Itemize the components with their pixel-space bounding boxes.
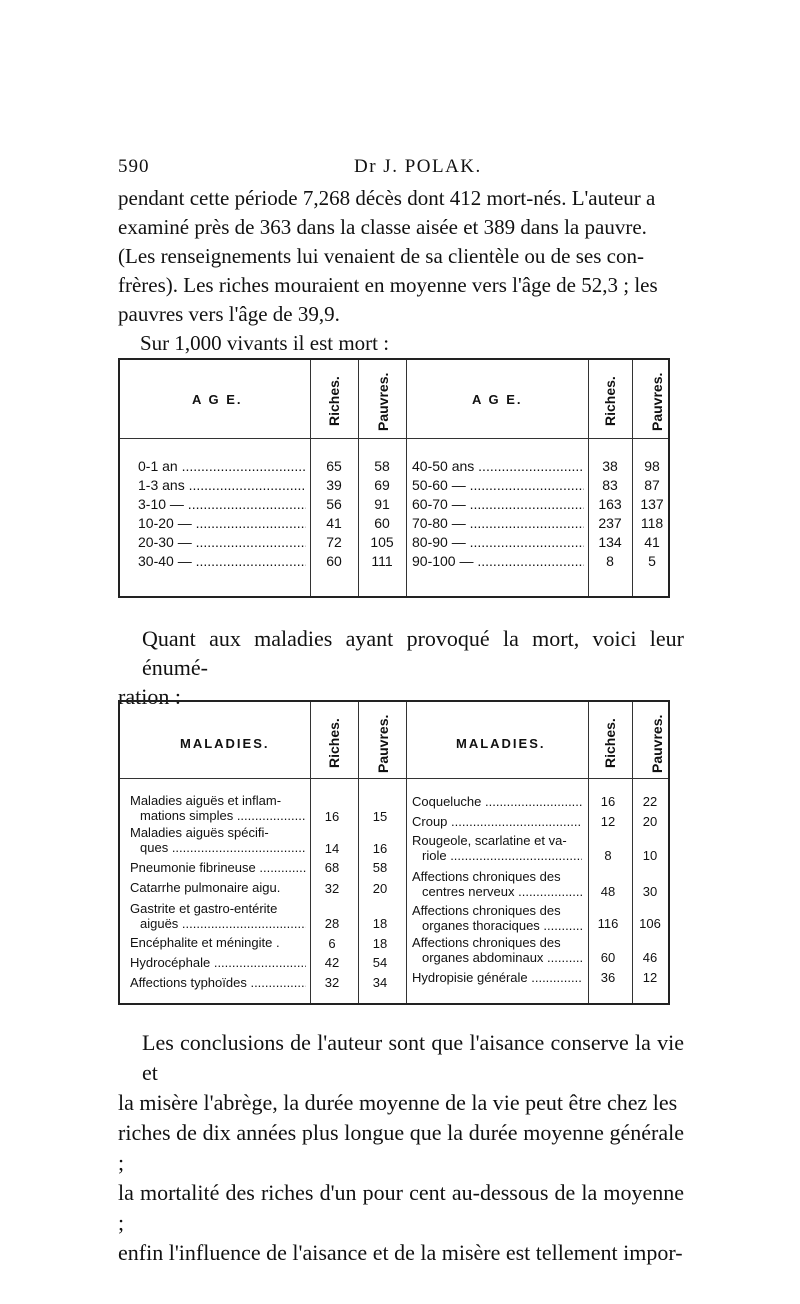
text-line: Les conclusions de l'auteur sont que l'aisance conserve la vie et (142, 1030, 684, 1085)
text-line: ration : (118, 684, 181, 709)
text-line: la misère l'abrège, la durée moyenne de la vie peut être chez les (118, 1090, 678, 1115)
riches-header-left: Riches. (326, 376, 342, 426)
maladies-header-right: MALADIES. (456, 736, 546, 751)
diseases-intro-paragraph (118, 624, 684, 711)
text-line: (Les renseignements lui venaient de sa clientèle ou de ses con- (118, 244, 644, 268)
text-line: examiné près de 363 dans la classe aisée et 389 dans la pauvre. (118, 215, 647, 239)
text-line: riches de dix années plus longue que la durée moyenne générale ; (118, 1120, 684, 1175)
riches-header-right: Riches. (602, 376, 618, 426)
text-line: Quant aux maladies ayant provoqué la mort, voici leur énumé- (142, 626, 684, 680)
age-header-left: A G E. (192, 392, 243, 407)
maladies-header-left: MALADIES. (180, 736, 270, 751)
age-mortality-table: A G E. Riches. Pauvres. A G E. Riches. Pauvres. 0-1 an ..... 65 58 40-50 ans ..... 38 98 1-3 ans ..... 39 69 50-60 — ..... 83 87 3-10 — ..... 56 91 60-70 — ..... 163 137 10-20 — ..... 41 60 70-80 — ..... 237 118 20-30 — ..... 72 105 80-90 — ..... 134 41 30-40 — ..... 60 111 90-100 — ..... 8 5 (118, 358, 670, 598)
disease-mortality-table: MALADIES. Riches. Pauvres. MALADIES. Riches. Pauvres. Maladies aiguës et inflam- mations simples ..... 16 15 Maladies aiguës spécifi- ques ..... 14 16 Pneumonie fibrineuse ..... 68 58 Catarrhe pulmonaire aigu. 32 20 Gastrite et gastro-entérite aiguës ..... 28 18 Encéphalite et méningite . 6 18 Hydrocéphale ..... 42 54 Affections typhoïdes ..... 32 34 Coqueluche ..... 16 22 Croup ..... 12 20 Rougeole, scarlatine et va- riole ..... 8 10 Affections chroniques des centres nerveux ..... 48 30 Affections chroniques des organes thoraciques ..... 116 106 Affections chroniques des organes abdominaux ..... 60 46 Hydropisie générale ..... 36 12 (118, 700, 670, 1005)
pauvres-header-right: Pauvres. (649, 372, 665, 431)
riches-header-right: Riches. (602, 718, 618, 768)
riches-header-left: Riches. (326, 718, 342, 768)
intro-paragraph (118, 184, 684, 358)
pauvres-header-left: Pauvres. (375, 714, 391, 773)
table-intro-line: Sur 1,000 vivants il est mort : (140, 331, 390, 355)
pauvres-header-left: Pauvres. (375, 372, 391, 431)
page-header (118, 156, 678, 182)
page-number: 590 (118, 156, 150, 177)
text-line: pauvres vers l'âge de 39,9. (118, 302, 340, 326)
text-line: enfin l'influence de l'aisance et de la misère est tellement impor- (118, 1240, 683, 1265)
running-title: Dr J. POLAK. (354, 156, 482, 177)
text-line: la mortalité des riches d'un pour cent au-dessous de la moyenne ; (118, 1180, 684, 1235)
conclusion-paragraph (118, 1028, 684, 1268)
text-line: pendant cette période 7,268 décès dont 412 mort-nés. L'auteur a (118, 186, 656, 210)
pauvres-header-right: Pauvres. (649, 714, 665, 773)
text-line: frères). Les riches mouraient en moyenne vers l'âge de 52,3 ; les (118, 273, 658, 297)
age-header-right: A G E. (472, 392, 523, 407)
